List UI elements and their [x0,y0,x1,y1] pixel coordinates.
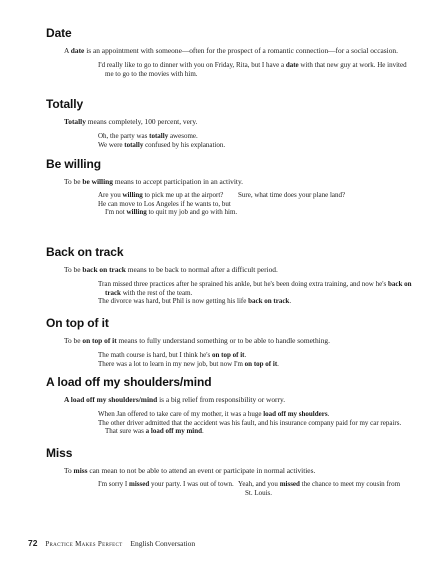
idiom-term: missed [279,480,300,488]
idiom-term: a load off my mind [145,427,203,436]
example-sentence [98,191,238,200]
text-run: The math course is hard, but I think he's [98,351,213,359]
dialogue-column-right [238,480,408,497]
text-run: awesome. [168,132,198,140]
idiom-term: totally [149,132,169,140]
example-block [98,132,414,149]
text-run: . [244,351,247,359]
text-run: Are you [98,191,123,199]
entry-back-on-track [46,245,414,306]
text-run: To be [64,177,83,186]
example-sentence [98,360,414,369]
page-footer [28,538,195,548]
idiom-term: willing [122,191,143,199]
example-block [98,61,414,78]
example-sentence [238,480,408,497]
example-sentence [98,419,414,436]
text-run: means to accept participation in an activity. [112,177,244,186]
idiom-term: be willing [82,177,113,186]
text-run: means to fully understand something or to be able to handle something. [116,336,330,345]
book-title: English Conversation [130,539,196,548]
dialogue-columns [98,191,414,217]
idiom-term: back on track [82,265,126,274]
text-run: the chance to meet my cousin from St. Louis. [245,480,401,497]
idiom-term: Totally [64,117,86,126]
entry-definition [64,336,414,345]
entry-be-willing [46,157,414,217]
example-sentence [98,480,238,489]
text-run: is an appointment with someone—often for the prospect of a romantic connection—for a social occasion. [84,46,398,55]
entry-heading: Back on track [46,245,124,259]
text-run: The divorce was hard, but Phil is now getting his life [98,297,249,306]
text-run: Yeah, and you [238,480,280,488]
text-run: means completely, 100 percent, very. [85,117,198,126]
entry-heading: Miss [46,446,73,460]
text-run: confused by his explanation. [143,140,226,149]
entry-heading: Totally [46,97,84,111]
example-block [98,410,414,436]
example-sentence [98,351,414,360]
entry-totally [46,97,414,149]
entry-date [46,26,414,78]
text-run: to pick me up at the airport? [142,191,224,199]
example-sentence [98,410,414,419]
idiom-term: willing [126,208,147,217]
text-run: When Jan offered to take care of my mother, it was a huge [98,410,264,418]
entry-miss [46,446,414,497]
entry-heading: Date [46,26,72,40]
dialogue-column-right [238,191,408,217]
entry-definition [64,117,414,126]
text-run: To be [64,265,83,274]
entry-heading: On top of it [46,316,109,330]
text-run: He can move to Los Angeles if he wants to, but I'm not [98,199,231,217]
text-run: Oh, the party was [98,132,150,140]
example-sentence [98,200,238,217]
idiom-term: date [285,61,299,69]
text-run: A [64,46,71,55]
page-number: 72 [28,538,38,548]
text-run: We were [98,140,125,149]
text-run: . [289,297,292,306]
text-run: . [202,427,204,436]
example-block [98,351,414,368]
example-sentence [98,61,414,78]
text-run: There was a lot to learn in my new job, but now I'm [98,359,245,368]
idiom-term: missed [129,480,150,488]
idiom-term: totally [124,140,144,149]
example-sentence [238,191,408,200]
example-sentence [98,297,414,306]
text-run: Sure, what time does your plane land? [238,191,346,199]
idiom-term: back on track [105,280,412,297]
entry-heading: Be willing [46,157,102,171]
entry-on-top-of-it [46,316,414,368]
idiom-term: load off my shoulders [263,410,328,418]
text-run: can mean to not be able to attend an event or participate in normal activities. [87,466,316,475]
example-sentence [98,280,414,297]
entry-load-off-shoulders [46,375,414,436]
entry-definition [64,46,414,55]
example-block [98,280,414,306]
entry-definition [64,177,414,186]
text-run: with the rest of the team. [120,288,193,297]
entry-definition [64,395,414,404]
entry-heading: A load off my shoulders/mind [46,375,212,389]
example-sentence [98,132,414,141]
text-run: is a big relief from responsibility or worry. [157,395,286,404]
text-run: To be [64,336,83,345]
series-title: Practice Makes Perfect [45,540,123,548]
entry-definition [64,265,414,274]
text-run: with that new guy at work. He invited me to go to the movies with him. [105,61,407,78]
dialogue-column-left [98,191,238,217]
text-run: . [277,359,279,368]
text-run: I'd really like to go to dinner with you on Friday, Rita, but I have a [98,61,286,69]
idiom-term: on top of it [244,359,278,368]
idiom-term: date [70,46,85,55]
idiom-term: on top of it [212,351,245,359]
text-run: To [64,466,74,475]
dialogue-columns [98,480,414,497]
idiom-term: miss [73,466,88,475]
text-run: Tran missed three practices after he sprained his ankle, but he's been doing extra training, and now he's [98,280,388,288]
text-run: means to be back to normal after a difficult period. [125,265,278,274]
idiom-term: on top of it [82,336,117,345]
text-run: The other driver admitted that the accident was his fault, and his insurance company paid for my car repairs. That sure was [98,418,402,436]
text-run: I'm sorry I [98,480,130,488]
text-run: to quit my job and go with him. [146,208,238,217]
text-run: . [327,410,330,418]
example-sentence [98,141,414,150]
idiom-term: A load off my shoulders/mind [64,395,158,404]
idiom-term: back on track [248,297,290,306]
text-run: your party. I was out of town. [149,480,234,488]
dialogue-column-left [98,480,238,497]
entry-definition [64,466,414,475]
